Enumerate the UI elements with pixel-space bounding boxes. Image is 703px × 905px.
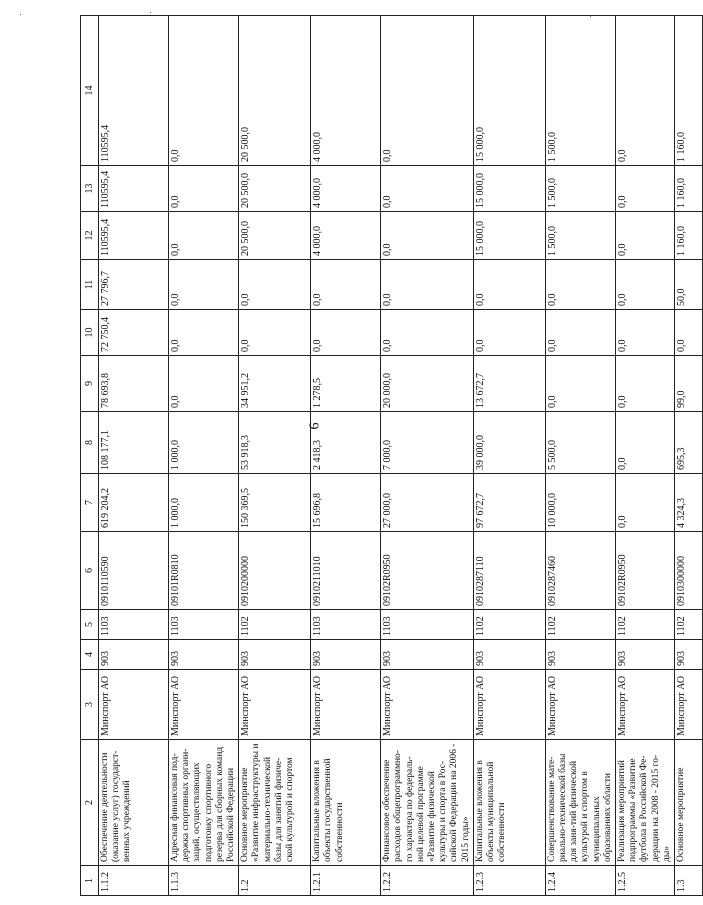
column-number-cell: 13 (81, 166, 99, 212)
table-cell: 4 000,0 (311, 16, 381, 166)
table-cell: 15 000,0 (473, 16, 545, 166)
table-cell: 903 (99, 640, 169, 670)
column-number-cell: 7 (81, 474, 99, 532)
table-cell: 110595,4 (99, 16, 169, 166)
table-cell: Минспорт АО (99, 670, 169, 740)
table-cell: Минспорт АО (675, 670, 703, 740)
activity-name-cell: Совершенствование мате-риально-технической базы для заня-тий физической культурой и спортом в муниципальных образованиях области (545, 740, 615, 866)
table-cell: 1102 (675, 610, 703, 640)
table-cell: 903 (616, 640, 675, 670)
activity-name-cell: Финансовое обеспечение расходов общепрограммно-го характера по федераль-ной целевой программе «Развитие физической культуры и спорта в Рос-сийской Федерации на 2006 - 2015 годы» (381, 740, 474, 866)
table-cell: 1102 (239, 610, 311, 640)
table-cell: 1102 (616, 610, 675, 640)
table-cell: 27 000,0 (381, 474, 474, 532)
table-cell: 903 (381, 640, 474, 670)
page-number: 6 (307, 422, 323, 430)
table-cell: Минспорт АО (545, 670, 615, 740)
activity-name-cell: Основное мероприятие «Развитие инфраструктуры и материально-технической базы для занятий физиче-ской культурой и спортом (239, 740, 311, 866)
table-cell: 1103 (311, 610, 381, 640)
table-cell: 15 000,0 (473, 212, 545, 260)
table-cell: Минспорт АО (473, 670, 545, 740)
table-cell: Минспорт АО (381, 670, 474, 740)
table-body (81, 16, 703, 896)
column-number-cell: 9 (81, 356, 99, 412)
table-cell: 1 500,0 (545, 16, 615, 166)
table-cell: 110595,4 (99, 212, 169, 260)
table-cell: 903 (311, 640, 381, 670)
table-cell: 0,0 (169, 16, 239, 166)
table-cell: 150 369,5 (239, 474, 311, 532)
table-cell: Минспорт АО (169, 670, 239, 740)
table-row (169, 16, 239, 896)
row-number-cell: 1.1.3 (169, 866, 239, 896)
table-cell: 0910287110 (473, 532, 545, 610)
table-cell: 72 750,4 (99, 310, 169, 356)
activity-name-cell: Адресная финансовая под-держка спортивных органи-заций, осуществляющих подготовку спортивного резерва для сборных команд Российской Федерации (169, 740, 239, 866)
table-cell: 0,0 (169, 166, 239, 212)
table-cell: Минспорт АО (311, 670, 381, 740)
table-cell: 4 000,0 (311, 166, 381, 212)
table-cell: 1103 (381, 610, 474, 640)
column-number-cell: 10 (81, 310, 99, 356)
table-cell: 0,0 (239, 260, 311, 310)
table-row (239, 16, 311, 896)
table-cell: 39 000,0 (473, 412, 545, 474)
table-cell: 0,0 (169, 356, 239, 412)
table-cell: 1 000,0 (169, 412, 239, 474)
table-cell: 0,0 (616, 356, 675, 412)
column-number-cell: 8 (81, 412, 99, 474)
row-number-cell: 1.2.4 (545, 866, 615, 896)
table-cell: 0,0 (616, 412, 675, 474)
activity-name-cell: Реализация мероприятий подпрограммы «Развитие футбола в Российской Фе-дерации на 2008 - 2015 го-ды» (616, 740, 675, 866)
table-cell: 903 (675, 640, 703, 670)
column-number-cell: 2 (81, 740, 99, 866)
table-row (99, 16, 169, 896)
table-cell: 0,0 (545, 310, 615, 356)
table-cell: 903 (473, 640, 545, 670)
table-cell: 20 500,0 (239, 166, 311, 212)
table-cell: 4 324,3 (675, 474, 703, 532)
table-cell: 0910110590 (99, 532, 169, 610)
table-cell: 1102 (545, 610, 615, 640)
table-cell: 0,0 (169, 260, 239, 310)
table-cell: 0,0 (311, 310, 381, 356)
activity-name-cell: Капитальные вложения в объекты государственной собственности (311, 740, 381, 866)
row-number-cell: 1.2.1 (311, 866, 381, 896)
table-cell: 0,0 (616, 16, 675, 166)
table-cell: 0,0 (545, 260, 615, 310)
table-cell: 0,0 (169, 310, 239, 356)
row-number-cell: 1.2.2 (381, 866, 474, 896)
table-cell: 108 177,1 (99, 412, 169, 474)
table-cell: 7 000,0 (381, 412, 474, 474)
table-cell: 695,3 (675, 412, 703, 474)
scan-speck (20, 14, 21, 15)
table-cell: 15 000,0 (473, 166, 545, 212)
table-row (616, 16, 675, 896)
table-cell: 1 160,0 (675, 166, 703, 212)
table-cell: 27 796,7 (99, 260, 169, 310)
table-row (311, 16, 381, 896)
column-number-cell: 12 (81, 212, 99, 260)
column-number-cell: 5 (81, 610, 99, 640)
column-number-row (81, 16, 99, 896)
table-cell: 0,0 (616, 166, 675, 212)
table-cell: 0,0 (616, 260, 675, 310)
activity-name-cell: Капитальные вложения в объекты муниципальной собственности (473, 740, 545, 866)
table-cell: 110595,4 (99, 166, 169, 212)
column-number-cell: 14 (81, 16, 99, 166)
table-cell: 0,0 (381, 16, 474, 166)
table-cell: 2 418,3 (311, 412, 381, 474)
table-cell: 0,0 (381, 166, 474, 212)
row-number-cell: 1.2.5 (616, 866, 675, 896)
table-cell: 1 500,0 (545, 212, 615, 260)
activity-name-cell: Обеспечение деятельности (оказание услуг) государст-венных учреждений (99, 740, 169, 866)
table-cell: 50,0 (675, 260, 703, 310)
table-cell: 0,0 (381, 212, 474, 260)
table-cell: 0,0 (239, 310, 311, 356)
table-cell: 903 (169, 640, 239, 670)
column-number-cell: 4 (81, 640, 99, 670)
table-cell: 15 696,8 (311, 474, 381, 532)
column-number-cell: 1 (81, 866, 99, 896)
column-number-cell: 11 (81, 260, 99, 310)
table-cell: 0,0 (381, 310, 474, 356)
table-cell: 0,0 (616, 310, 675, 356)
table-cell: 78 693,8 (99, 356, 169, 412)
table-cell: 903 (239, 640, 311, 670)
table-cell: 0910300000 (675, 532, 703, 610)
table-row (473, 16, 545, 896)
table-cell: 0,0 (616, 212, 675, 260)
table-cell: 97 672,7 (473, 474, 545, 532)
row-number-cell: 1.3 (675, 866, 703, 896)
table-cell: 1 500,0 (545, 166, 615, 212)
activity-name-cell: Основное мероприятие (675, 740, 703, 866)
table-cell: 0,0 (311, 260, 381, 310)
scan-speck (150, 12, 151, 13)
table-cell: 20 500,0 (239, 16, 311, 166)
table-cell: 0,0 (616, 474, 675, 532)
table-cell: 20 500,0 (239, 212, 311, 260)
table-cell: 09102R0950 (616, 532, 675, 610)
table-cell: 0,0 (169, 212, 239, 260)
table-row (675, 16, 703, 896)
table-cell: 0910287460 (545, 532, 615, 610)
budget-table (80, 15, 703, 896)
table-row (545, 16, 615, 896)
table-cell: 09101R0810 (169, 532, 239, 610)
table-cell: 99,0 (675, 356, 703, 412)
row-number-cell: 1.1.2 (99, 866, 169, 896)
table-cell: 1 160,0 (675, 16, 703, 166)
table-cell: 10 000,0 (545, 474, 615, 532)
column-number-cell: 3 (81, 670, 99, 740)
table-cell: 5 500,0 (545, 412, 615, 474)
row-number-cell: 1.2 (239, 866, 311, 896)
table-cell: 0,0 (675, 310, 703, 356)
table-cell: 34 951,2 (239, 356, 311, 412)
table-cell: 0,0 (381, 260, 474, 310)
table-cell: 619 204,2 (99, 474, 169, 532)
table-row (381, 16, 474, 896)
table-cell: 1 160,0 (675, 212, 703, 260)
table-cell: Минспорт АО (239, 670, 311, 740)
table-cell: 0,0 (545, 356, 615, 412)
table-cell: 1103 (169, 610, 239, 640)
table-cell: 0,0 (473, 310, 545, 356)
rotated-budget-table-wrapper (80, 16, 688, 896)
table-cell: 0910211010 (311, 532, 381, 610)
table-cell: 4 000,0 (311, 212, 381, 260)
table-cell: 13 672,7 (473, 356, 545, 412)
table-cell: 0910200000 (239, 532, 311, 610)
table-cell: 1103 (99, 610, 169, 640)
table-cell: 903 (545, 640, 615, 670)
table-cell: 09102R0950 (381, 532, 474, 610)
table-cell: 20 000,0 (381, 356, 474, 412)
table-cell: 1 278,5 (311, 356, 381, 412)
table-cell: 0,0 (473, 260, 545, 310)
table-cell: 1 000,0 (169, 474, 239, 532)
table-cell: 1102 (473, 610, 545, 640)
table-cell: Минспорт АО (616, 670, 675, 740)
column-number-cell: 6 (81, 532, 99, 610)
table-cell: 53 918,3 (239, 412, 311, 474)
row-number-cell: 1.2.3 (473, 866, 545, 896)
